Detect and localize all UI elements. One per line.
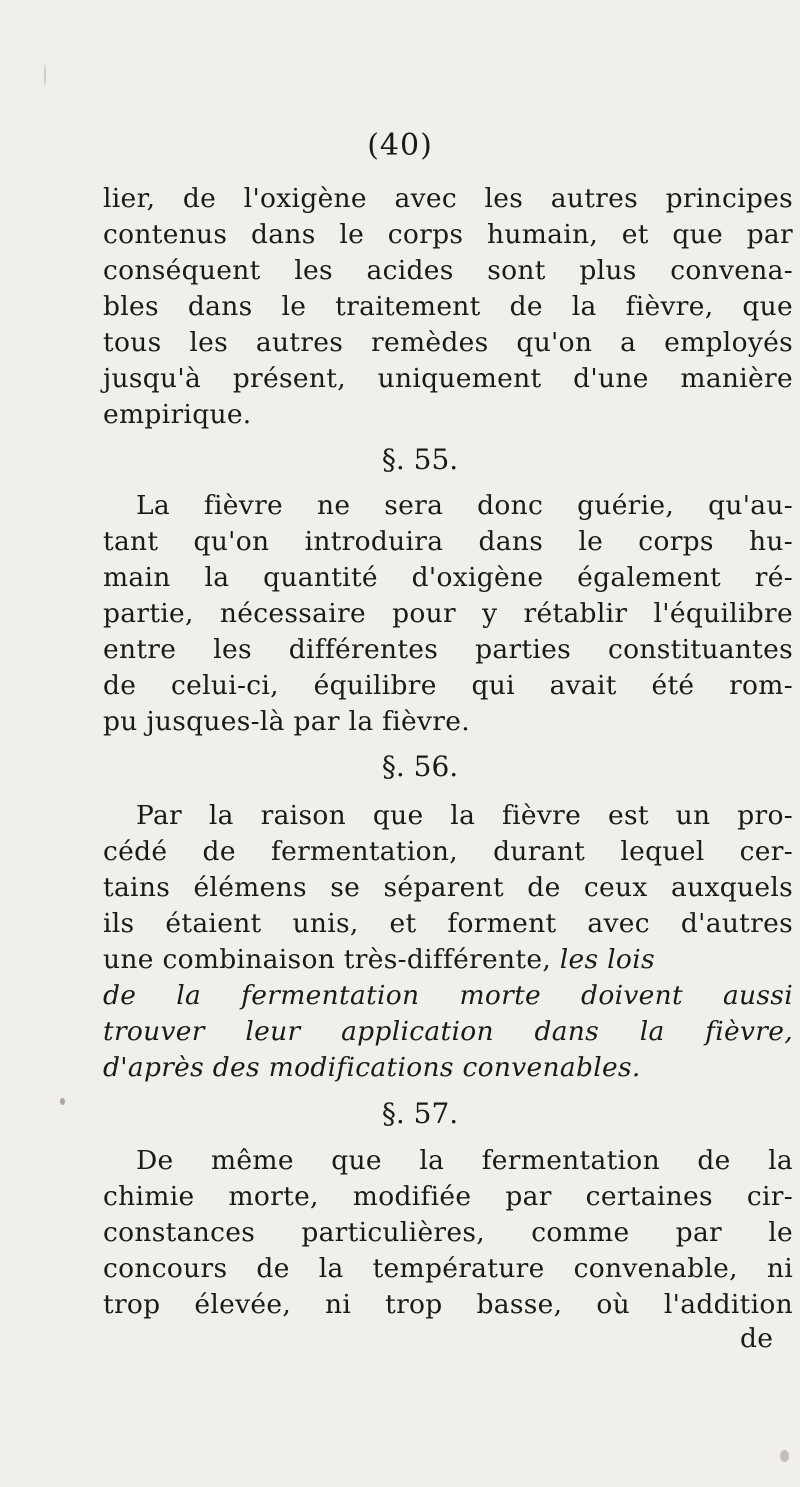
text-line: empirique. — [103, 399, 252, 430]
text-line: entre les différentes parties constituantes — [103, 634, 793, 665]
text-line-italic: les lois — [559, 944, 655, 975]
text-line: partie, nécessaire pour y rétablir l'équilibre — [103, 598, 793, 629]
italic-text: d'après des modifications convenables. — [103, 1052, 641, 1083]
text-line: conséquent les acides sont plus convena- — [103, 255, 793, 286]
text-line: pu jusques-là par la fièvre. — [103, 706, 470, 737]
section-heading: §. 56. — [381, 750, 459, 783]
text-line: La fièvre ne sera donc guérie, qu'au- — [136, 490, 793, 521]
paper-mark — [44, 64, 46, 86]
text-line: jusqu'à présent, uniquement d'une manière — [103, 363, 793, 394]
text-line: concours de la température convenable, ni — [103, 1253, 793, 1284]
text-line: lier, de l'oxigène avec les autres principes — [103, 183, 793, 214]
paper-mark — [60, 1098, 65, 1105]
text-line: trop élevée, ni trop basse, où l'addition — [103, 1289, 793, 1320]
paper-mark — [780, 1450, 789, 1462]
text-line: tant qu'on introduira dans le corps hu- — [103, 526, 793, 557]
catchword: de — [740, 1323, 774, 1354]
text-line — [103, 943, 793, 977]
section-heading: §. 57. — [381, 1097, 459, 1130]
text-line: contenus dans le corps humain, et que par — [103, 219, 793, 250]
text-line: constances particulières, comme par le — [103, 1217, 793, 1248]
text-line-italic — [103, 979, 793, 1013]
page-number: (40) — [367, 128, 433, 163]
italic-text: trouver leur application dans la fièvre, — [103, 1016, 793, 1047]
text-line-italic — [103, 1051, 793, 1085]
text-line: Par la raison que la fièvre est un pro- — [136, 800, 793, 831]
text-line: bles dans le traitement de la fièvre, que — [103, 291, 793, 322]
text-line: main la quantité d'oxigène également ré- — [103, 562, 793, 593]
italic-text: de la fermentation morte doivent aussi — [103, 980, 793, 1011]
text-line-roman: une combinaison très-différente, — [103, 944, 560, 975]
text-line: cédé de fermentation, durant lequel cer- — [103, 836, 793, 867]
text-line: De même que la fermentation de la — [136, 1145, 793, 1176]
text-line: de celui-ci, équilibre qui avait été rom- — [103, 670, 793, 701]
section-heading: §. 55. — [381, 443, 459, 476]
text-line: chimie morte, modifiée par certaines cir- — [103, 1181, 793, 1212]
text-line: ils étaient unis, et forment avec d'autres — [103, 908, 793, 939]
text-line-italic — [103, 1015, 793, 1049]
text-line: tous les autres remèdes qu'on a employés — [103, 327, 793, 358]
text-line: tains élémens se séparent de ceux auxquels — [103, 872, 793, 903]
